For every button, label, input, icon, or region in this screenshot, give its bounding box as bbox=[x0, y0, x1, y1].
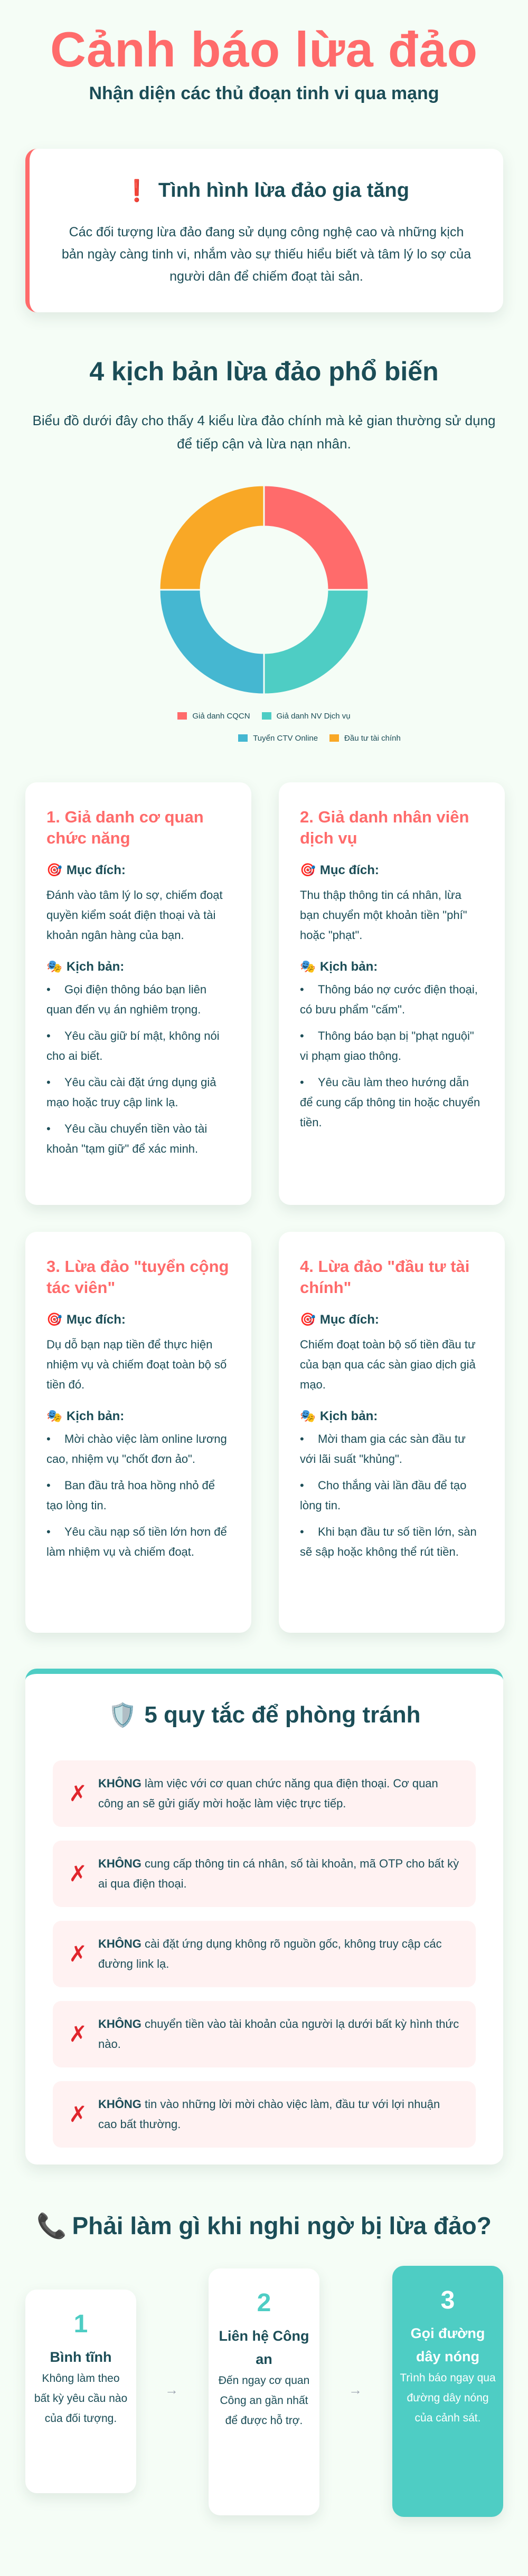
scenario-script-list bbox=[46, 980, 230, 1159]
arrow-right-icon: → bbox=[165, 2382, 178, 2398]
action-step bbox=[209, 2268, 319, 2515]
scenario-card bbox=[25, 1232, 251, 1633]
legend-item[interactable] bbox=[177, 712, 250, 721]
donut-slice[interactable] bbox=[264, 590, 369, 694]
actions-title: Phải làm gì khi nghi ngờ bị lừa đảo? bbox=[72, 2212, 492, 2239]
scenario-script-list bbox=[300, 980, 484, 1133]
step-title: Bình tĩnh bbox=[50, 2349, 112, 2365]
legend-swatch bbox=[238, 734, 248, 742]
donut-slice[interactable] bbox=[159, 590, 264, 694]
rule-item: ✗ KHÔNG tin vào những lời mời chào việc làm, đầu tư với lợi nhuận cao bất thường. bbox=[53, 2081, 476, 2148]
target-icon: 🎯 bbox=[300, 1313, 316, 1327]
cross-icon: ✗ bbox=[69, 2102, 88, 2127]
scenarios-section-title: 4 kịch bản lừa đảo phổ biến bbox=[89, 357, 439, 386]
script-label: 🎭 Kịch bản: bbox=[46, 1409, 125, 1423]
exclamation-icon: ❗ bbox=[124, 179, 150, 203]
script-label: 🎭 Kịch bản: bbox=[46, 959, 125, 974]
actions-heading bbox=[0, 2211, 528, 2240]
alert-title: Tình hình lừa đảo gia tăng bbox=[158, 179, 409, 202]
theater-masks-icon: 🎭 bbox=[300, 1409, 316, 1423]
list-item: • Ban đầu trả hoa hồng nhỏ để tạo lòng tin. bbox=[46, 1479, 215, 1512]
scenario-purpose: Chiếm đoạt toàn bộ số tiền đầu tư của bạn qua các sàn giao dịch giả mạo. bbox=[300, 1338, 476, 1391]
list-item: • Yêu cầu chuyển tiền vào tài khoản "tạm giữ" để xác minh. bbox=[46, 1122, 208, 1155]
legend-label: Đầu tư tài chính bbox=[344, 733, 401, 743]
step-number: 1 bbox=[73, 2310, 88, 2338]
scenario-card bbox=[279, 1232, 505, 1633]
legend-item[interactable] bbox=[262, 712, 351, 721]
action-step bbox=[25, 2290, 136, 2493]
action-step-highlighted bbox=[392, 2266, 503, 2517]
theater-masks-icon: 🎭 bbox=[46, 1409, 62, 1423]
list-item: • Gọi điện thông báo bạn liên quan đến vụ án nghiêm trọng. bbox=[46, 983, 207, 1016]
scenario-purpose: Thu thập thông tin cá nhân, lừa bạn chuyển một khoản tiền "phí" hoặc "phạt". bbox=[300, 888, 467, 942]
step-title: Liên hệ Công an bbox=[219, 2328, 309, 2367]
alert-text: Các đối tượng lừa đảo đang sử dụng công nghệ cao và những kịch bản ngày càng tinh vi, nhắm vào sự thiếu hiểu biết và tâm lý lo sợ của người dân để chiếm đoạt tài sản. bbox=[61, 225, 472, 284]
shield-icon: 🛡️ bbox=[108, 1702, 137, 1728]
step-text: Không làm theo bất kỳ yêu cầu nào của đối tượng. bbox=[34, 2372, 128, 2425]
scenario-title: 2. Giả danh nhân viên dịch vụ bbox=[300, 808, 469, 847]
scenario-script-list bbox=[300, 1429, 484, 1562]
scenarios-section-description: Biểu đồ dưới đây cho thấy 4 kiểu lừa đảo chính mà kẻ gian thường sử dụng để tiếp cận và lừa nạn nhân. bbox=[32, 413, 496, 452]
list-item: • Mời tham gia các sàn đầu tư với lãi suất "khủng". bbox=[300, 1432, 466, 1466]
legend-swatch bbox=[329, 734, 339, 742]
purpose-label: 🎯 Mục đích: bbox=[46, 863, 126, 877]
prevention-rules-card bbox=[25, 1669, 503, 2165]
donut-slice[interactable] bbox=[264, 485, 369, 590]
rules-list bbox=[53, 1760, 476, 2148]
rules-heading bbox=[53, 1701, 476, 1729]
chart-legend bbox=[79, 705, 449, 749]
legend-item[interactable] bbox=[238, 734, 318, 743]
page-subtitle: Nhận diện các thủ đoạn tinh vi qua mạng bbox=[89, 83, 439, 103]
step-title: Gọi đường dây nóng bbox=[410, 2325, 485, 2364]
purpose-label: 🎯 Mục đích: bbox=[46, 1312, 126, 1327]
purpose-label: 🎯 Mục đích: bbox=[300, 1312, 379, 1327]
list-item: • Yêu cầu làm theo hướng dẫn để cung cấp thông tin hoặc chuyển tiền. bbox=[300, 1076, 480, 1129]
list-item: • Mời chào việc làm online lương cao, nhiệm vụ "chốt đơn ảo". bbox=[46, 1432, 227, 1466]
legend-row bbox=[79, 727, 449, 749]
target-icon: 🎯 bbox=[300, 863, 316, 877]
step-text: Đến ngay cơ quan Công an gần nhất để được hỗ trợ. bbox=[218, 2374, 310, 2427]
alert-card bbox=[25, 149, 503, 312]
page-title: Cảnh báo lừa đảo bbox=[50, 22, 478, 77]
cross-icon: ✗ bbox=[69, 1861, 88, 1886]
target-icon: 🎯 bbox=[46, 863, 62, 877]
list-item: • Cho thắng vài lần đầu để tạo lòng tin. bbox=[300, 1479, 467, 1512]
list-item: • Thông báo bạn bị "phạt nguội" vi phạm giao thông. bbox=[300, 1029, 474, 1062]
scenario-purpose: Đánh vào tâm lý lo sợ, chiếm đoạt quyền kiểm soát điện thoại và tài khoản ngân hàng của bạn. bbox=[46, 888, 223, 942]
rule-item: ✗ KHÔNG cung cấp thông tin cá nhân, số tài khoản, mã OTP cho bất kỳ ai qua điện thoại. bbox=[53, 1841, 476, 1907]
scenario-card bbox=[279, 782, 505, 1205]
cross-icon: ✗ bbox=[69, 1941, 88, 1966]
arrow-right-icon: → bbox=[348, 2382, 362, 2398]
legend-swatch bbox=[177, 712, 187, 720]
scenario-title: 4. Lừa đảo "đầu tư tài chính" bbox=[300, 1257, 470, 1297]
cross-icon: ✗ bbox=[69, 2022, 88, 2046]
legend-label: Giả danh NV Dịch vụ bbox=[276, 711, 351, 721]
list-item: • Yêu cầu giữ bí mật, không nói cho ai biết. bbox=[46, 1029, 220, 1062]
phone-icon: 📞 bbox=[36, 2212, 67, 2239]
scenario-purpose: Dụ dỗ bạn nạp tiền để thực hiện nhiệm vụ và chiếm đoạt toàn bộ số tiền đó. bbox=[46, 1338, 227, 1391]
scenario-title: 3. Lừa đảo "tuyển cộng tác viên" bbox=[46, 1257, 229, 1297]
step-number: 2 bbox=[257, 2289, 271, 2317]
script-label: 🎭 Kịch bản: bbox=[300, 959, 378, 974]
rule-item: ✗ KHÔNG cài đặt ứng dụng không rõ nguồn gốc, không truy cập các đường link lạ. bbox=[53, 1921, 476, 1987]
legend-label: Giả danh CQCN bbox=[192, 711, 250, 721]
legend-item[interactable] bbox=[329, 734, 401, 743]
target-icon: 🎯 bbox=[46, 1313, 62, 1327]
scenario-script-list bbox=[46, 1429, 230, 1562]
rules-title: 5 quy tắc để phòng tránh bbox=[144, 1702, 421, 1728]
rule-item: ✗ KHÔNG làm việc với cơ quan chức năng qua điện thoại. Cơ quan công an sẽ gửi giấy mời hoặc làm việc trực tiếp. bbox=[53, 1760, 476, 1827]
donut-chart bbox=[158, 484, 370, 695]
cross-icon: ✗ bbox=[69, 1781, 88, 1806]
purpose-label: 🎯 Mục đích: bbox=[300, 863, 379, 877]
scenario-title: 1. Giả danh cơ quan chức năng bbox=[46, 808, 204, 847]
list-item: • Yêu cầu cài đặt ứng dụng giả mạo hoặc truy cập link lạ. bbox=[46, 1076, 216, 1109]
step-text: Trình báo ngay qua đường dây nóng của cảnh sát. bbox=[400, 2372, 496, 2424]
alert-heading bbox=[61, 178, 472, 203]
list-item: • Yêu cầu nạp số tiền lớn hơn để làm nhiệm vụ và chiếm đoạt. bbox=[46, 1525, 227, 1558]
theater-masks-icon: 🎭 bbox=[46, 960, 62, 974]
script-label: 🎭 Kịch bản: bbox=[300, 1409, 378, 1423]
legend-swatch bbox=[262, 712, 271, 720]
scenario-card bbox=[25, 782, 251, 1205]
theater-masks-icon: 🎭 bbox=[300, 960, 316, 974]
legend-label: Tuyển CTV Online bbox=[253, 733, 318, 743]
step-number: 3 bbox=[440, 2286, 455, 2314]
legend-row bbox=[79, 705, 449, 727]
list-item: • Khi bạn đầu tư số tiền lớn, sàn sẽ sập hoặc không thể rút tiền. bbox=[300, 1525, 477, 1558]
list-item: • Thông báo nợ cước điện thoại, có bưu phẩm "cấm". bbox=[300, 983, 478, 1016]
donut-slice[interactable] bbox=[159, 485, 264, 590]
rule-item: ✗ KHÔNG chuyển tiền vào tài khoản của người lạ dưới bất kỳ hình thức nào. bbox=[53, 2001, 476, 2067]
